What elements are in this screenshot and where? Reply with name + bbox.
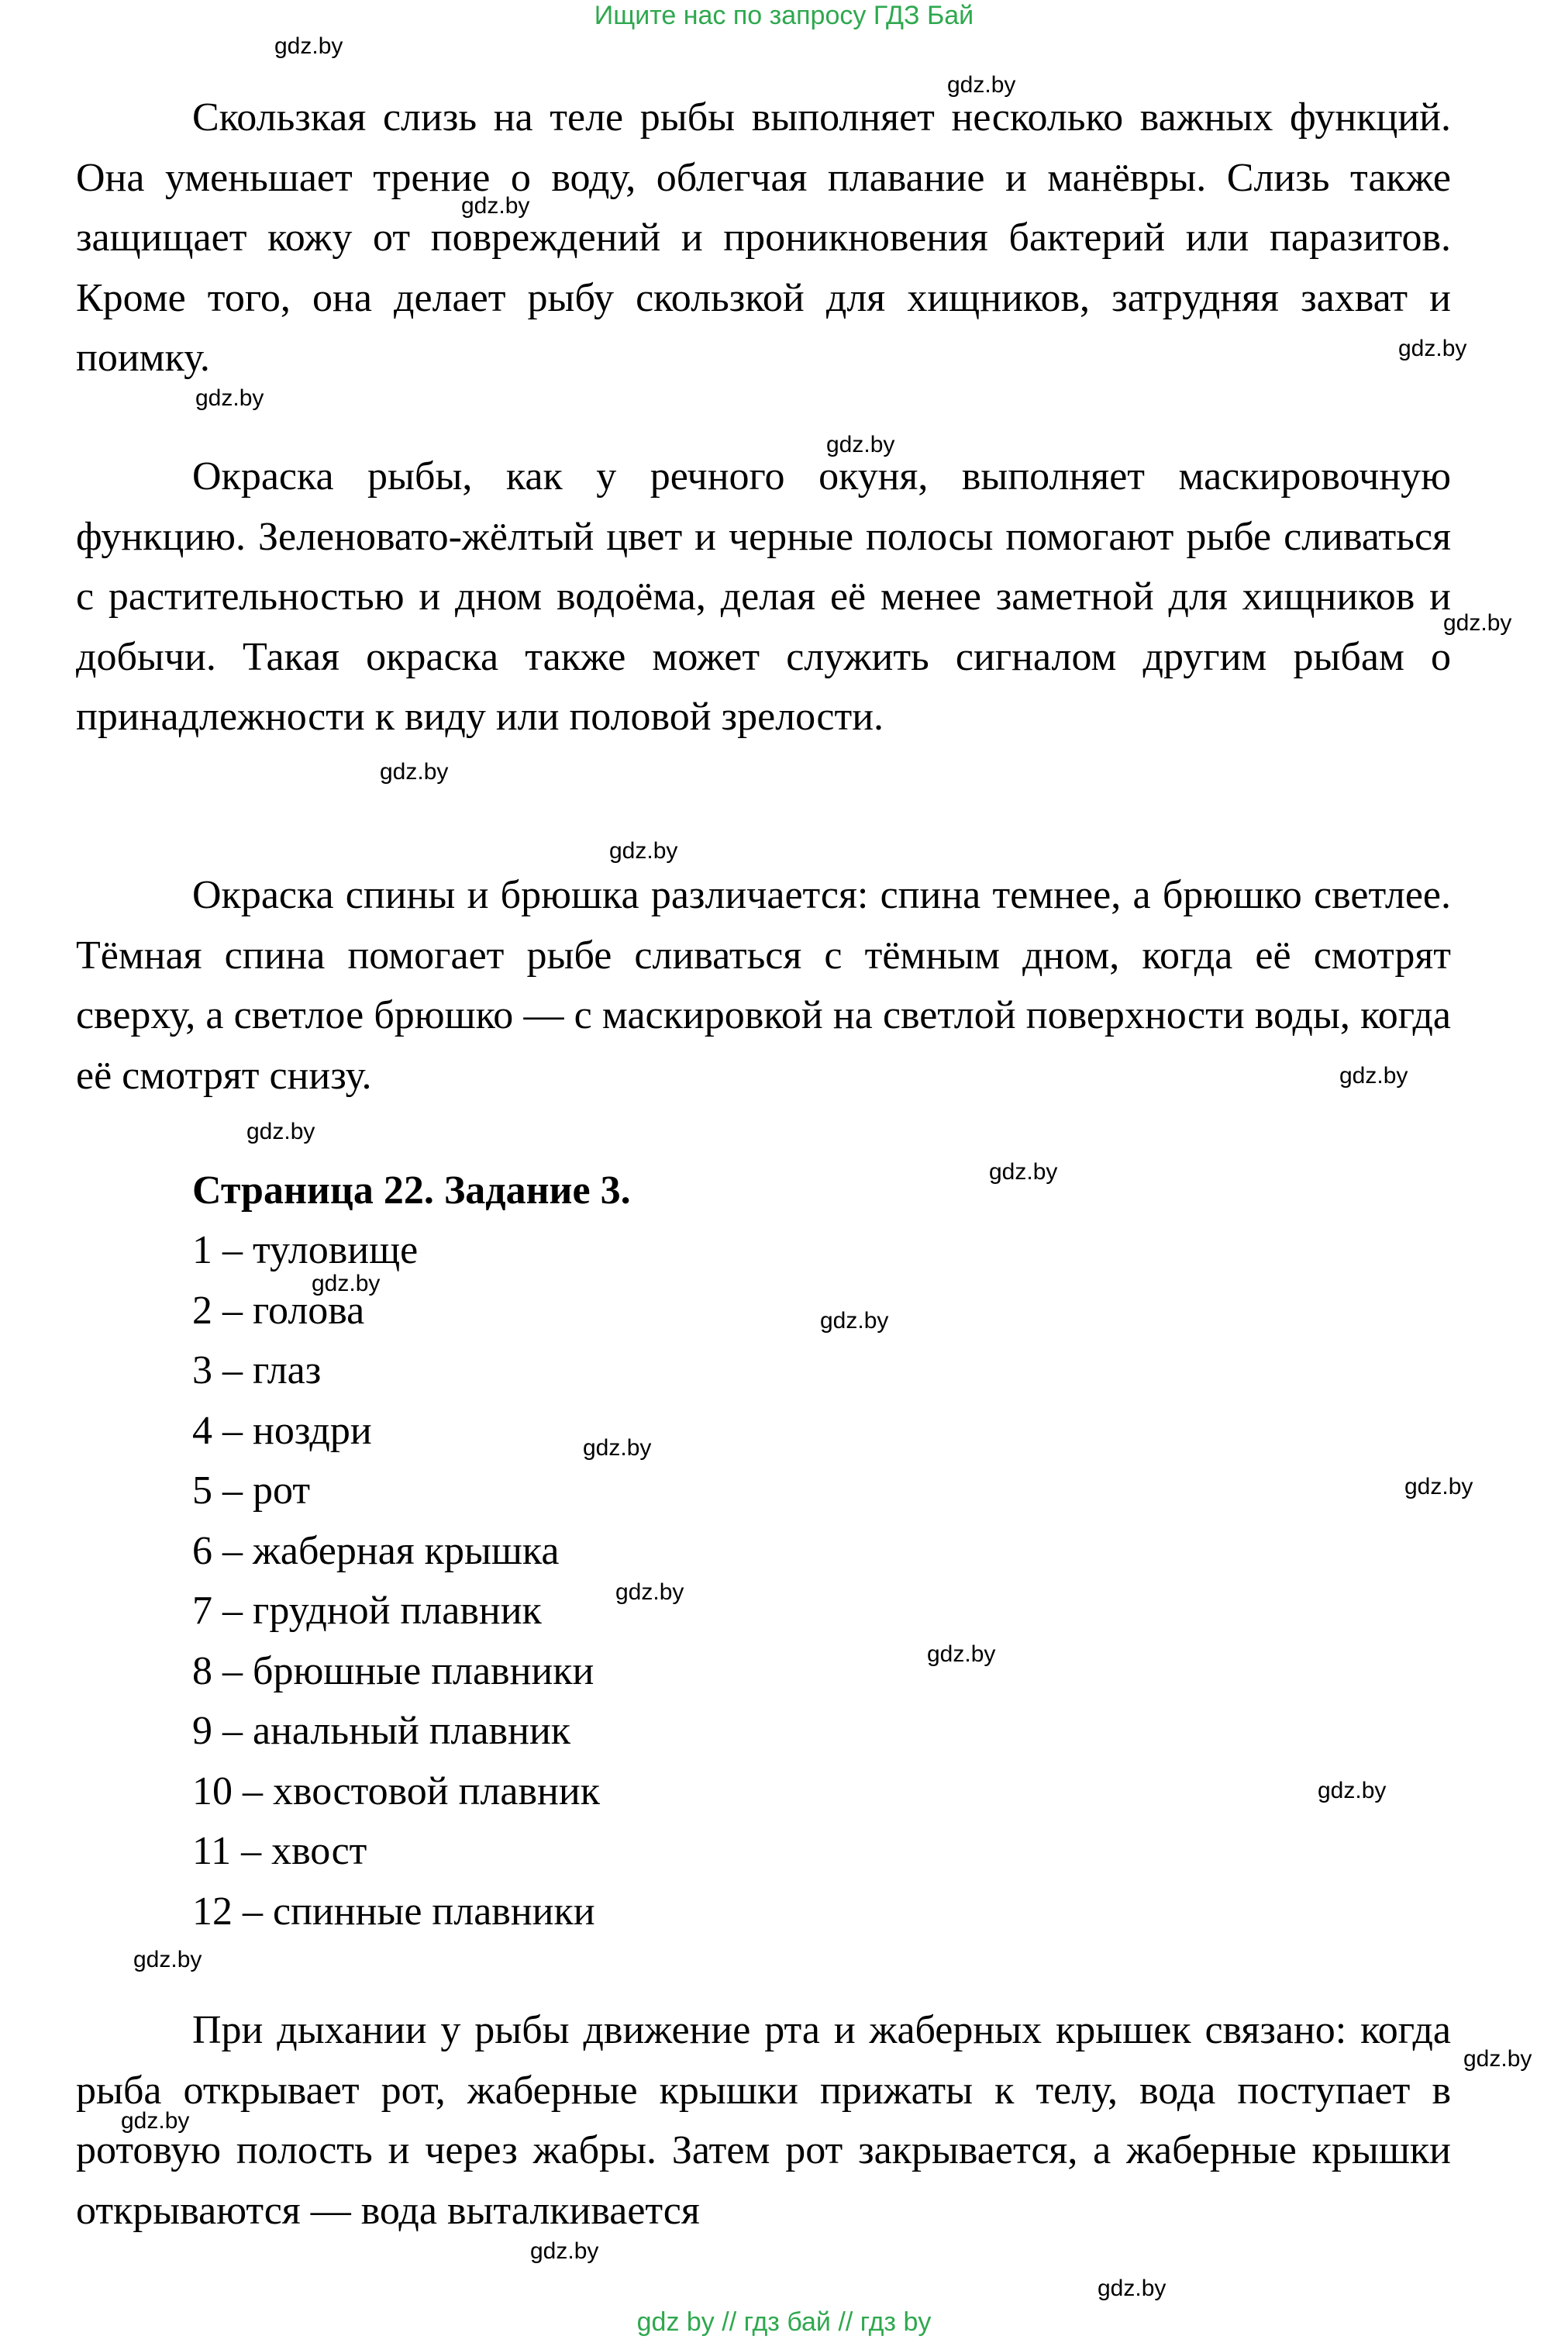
- watermark: gdz.by: [1098, 2276, 1167, 2301]
- list-item: 6 – жаберная крышка: [192, 1528, 560, 1573]
- watermark: gdz.by: [461, 193, 530, 219]
- watermark: gdz.by: [1398, 336, 1467, 361]
- watermark: gdz.by: [826, 432, 895, 457]
- list-item: 10 – хвостовой плавник: [192, 1768, 600, 1813]
- watermark: gdz.by: [133, 1947, 202, 1972]
- watermark: gdz.by: [820, 1308, 889, 1334]
- header-banner: Ищите нас по запросу ГДЗ Бай: [594, 1, 974, 30]
- watermark: gdz.by: [1339, 1063, 1408, 1089]
- watermark: gdz.by: [1404, 1474, 1473, 1499]
- watermark: gdz.by: [1318, 1778, 1387, 1803]
- watermark: gdz.by: [246, 1119, 315, 1144]
- watermark: gdz.by: [615, 1579, 684, 1605]
- watermark: gdz.by: [1443, 610, 1512, 636]
- list-item: 3 – глаз: [192, 1348, 322, 1392]
- list-item: 9 – анальный плавник: [192, 1709, 571, 1753]
- paragraph-slime: Скользкая слизь на теле рыбы выполняет несколько важных функций. Она уменьшает трение о воду, облегчая плавание и манёвры. Слизь также защищает кожу от повреждений и проникновения бактерий или паразитов. Кроме того, она делает рыбу скользкой для хищников, затрудняя захват и поимку.: [76, 95, 1451, 380]
- watermark: gdz.by: [195, 385, 264, 411]
- watermark: gdz.by: [927, 1641, 996, 1667]
- list-item: 8 – брюшные плавники: [192, 1648, 594, 1693]
- watermark: gdz.by: [312, 1271, 381, 1296]
- list-item: 12 – спинные плавники: [192, 1889, 595, 1934]
- watermark: gdz.by: [947, 72, 1016, 98]
- watermark: gdz.by: [1463, 2046, 1532, 2072]
- watermark: gdz.by: [274, 33, 343, 59]
- watermark: gdz.by: [989, 1159, 1058, 1185]
- watermark: gdz.by: [583, 1435, 652, 1461]
- watermark: gdz.by: [609, 838, 678, 864]
- watermark: gdz.by: [530, 2238, 599, 2264]
- paragraph-breathing: При дыхании у рыбы движение рта и жаберных крышек связано: когда рыба открывает рот, жаберные крышки прижаты к телу, вода поступает в ротовую полость и через жабры. Затем рот закрывается, а жаберные крышки открываются — вода выталкивается: [76, 2008, 1451, 2233]
- list-item: 2 – голова: [192, 1288, 365, 1333]
- watermark: gdz.by: [380, 759, 449, 785]
- paragraph-countershading: Окраска спины и брюшка различается: спина темнее, а брюшко светлее. Тёмная спина помогает рыбе сливаться с тёмным дном, когда её смотрят сверху, а светлое брюшко — с маскировкой на светлой поверхности воды, когда её смотрят снизу.: [76, 873, 1451, 1098]
- task-heading: Страница 22. Задание 3.: [192, 1168, 631, 1213]
- watermark: gdz.by: [121, 2108, 190, 2134]
- paragraph-coloration: Окраска рыбы, как у речного окуня, выполняет маскировочную функцию. Зеленовато-жёлтый цвет и черные полосы помогают рыбе сливаться с растительностью и дном водоёма, делая её менее заметной для хищников и добычи. Такая окраска также может служить сигналом другим рыбам о принадлежности к виду или половой зрелости.: [76, 454, 1451, 739]
- fish-parts-list: [192, 1220, 600, 1941]
- list-item: 4 – ноздри: [192, 1408, 372, 1453]
- list-item: 11 – хвост: [192, 1829, 367, 1873]
- list-item: 1 – туловище: [192, 1228, 419, 1272]
- list-item: 7 – грудной плавник: [192, 1589, 542, 1633]
- list-item: 5 – рот: [192, 1468, 311, 1513]
- footer-banner: gdz by // гдз бай // гдз by: [636, 2307, 932, 2337]
